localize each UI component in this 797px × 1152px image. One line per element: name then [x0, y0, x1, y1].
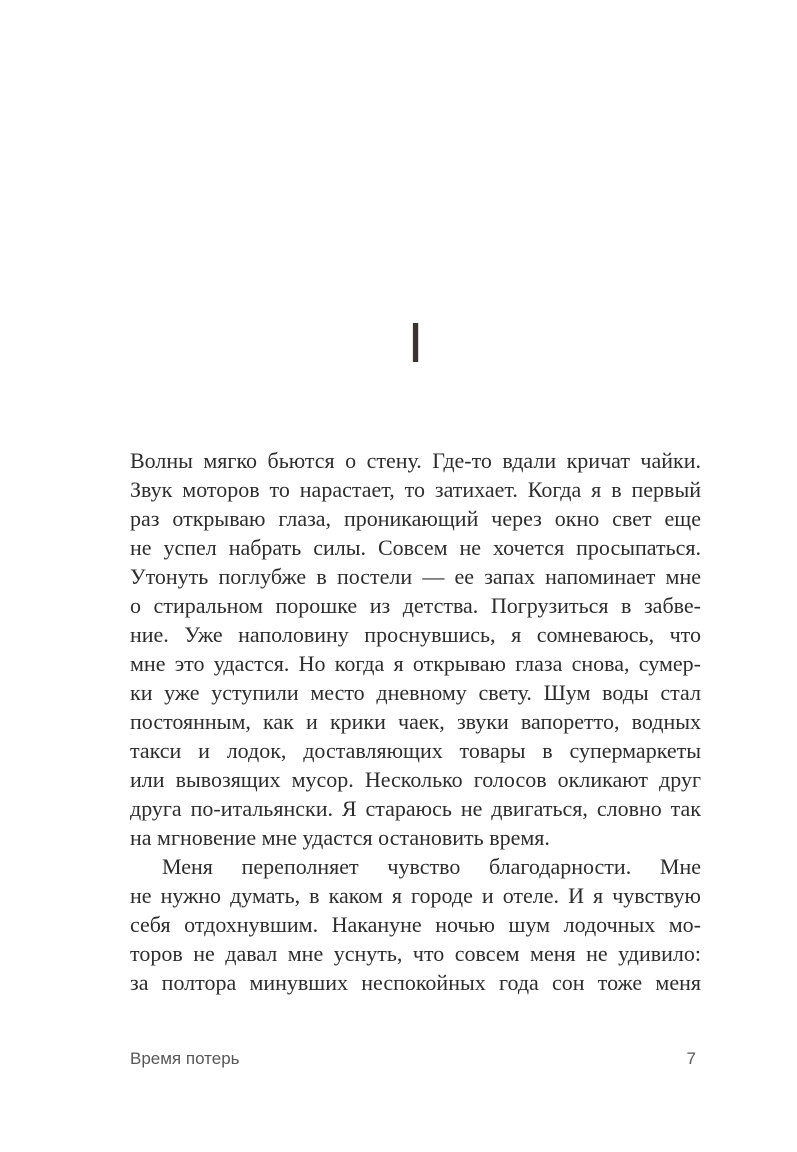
text-line: мне это удастся. Но когда я открываю глаза снова, сумер- — [130, 651, 701, 676]
text-line: торов не давал мне уснуть, что совсем меня не удивило: — [130, 941, 701, 966]
page-footer — [130, 1048, 701, 1070]
page-number: 7 — [686, 1049, 696, 1068]
text-line: раз открываю глаза, проникающий через окно свет еще — [130, 506, 701, 531]
text-line: Звук моторов то нарастает, то затихает. Когда я в первый — [130, 477, 701, 502]
paragraph — [130, 852, 701, 997]
text-line: ние. Уже наполовину проснувшись, я сомневаюсь, что — [130, 622, 701, 647]
text-line: Волны мягко бьются о стену. Где-то вдали кричат чайки. — [130, 448, 701, 473]
text-line: на мгновение мне удастся остановить время. — [130, 825, 550, 850]
running-title: Время потерь — [130, 1049, 240, 1068]
text-line: за полтора минувших неспокойных года сон тоже меня — [130, 970, 701, 995]
paragraph — [130, 446, 701, 852]
text-line: Меня переполняет чувство благодарности. Мне — [162, 854, 701, 879]
text-line: постоянным, как и крики чаек, звуки вапоретто, водных — [130, 709, 701, 734]
text-line: не успел набрать силы. Совсем не хочется просыпаться. — [130, 535, 701, 560]
text-line: Утонуть поглубже в постели — ее запах напоминает мне — [130, 564, 701, 589]
text-line: не нужно думать, в каком я городе и отеле. И я чувствую — [130, 883, 701, 908]
text-line: о стиральном порошке из детства. Погрузиться в забве- — [130, 593, 701, 618]
text-line: друга по-итальянски. Я стараюсь не двигаться, словно так — [130, 796, 701, 821]
text-line: ки уже уступили место дневному свету. Шум воды стал — [130, 680, 701, 705]
text-line: себя отдохнувшим. Накануне ночью шум лодочных мо- — [130, 912, 701, 937]
chapter-number: I — [407, 311, 424, 375]
text-line: такси и лодок, доставляющих товары в супермаркеты — [130, 738, 701, 763]
body-text — [130, 446, 701, 997]
text-line: или вывозящих мусор. Несколько голосов окликают друг — [130, 767, 701, 792]
